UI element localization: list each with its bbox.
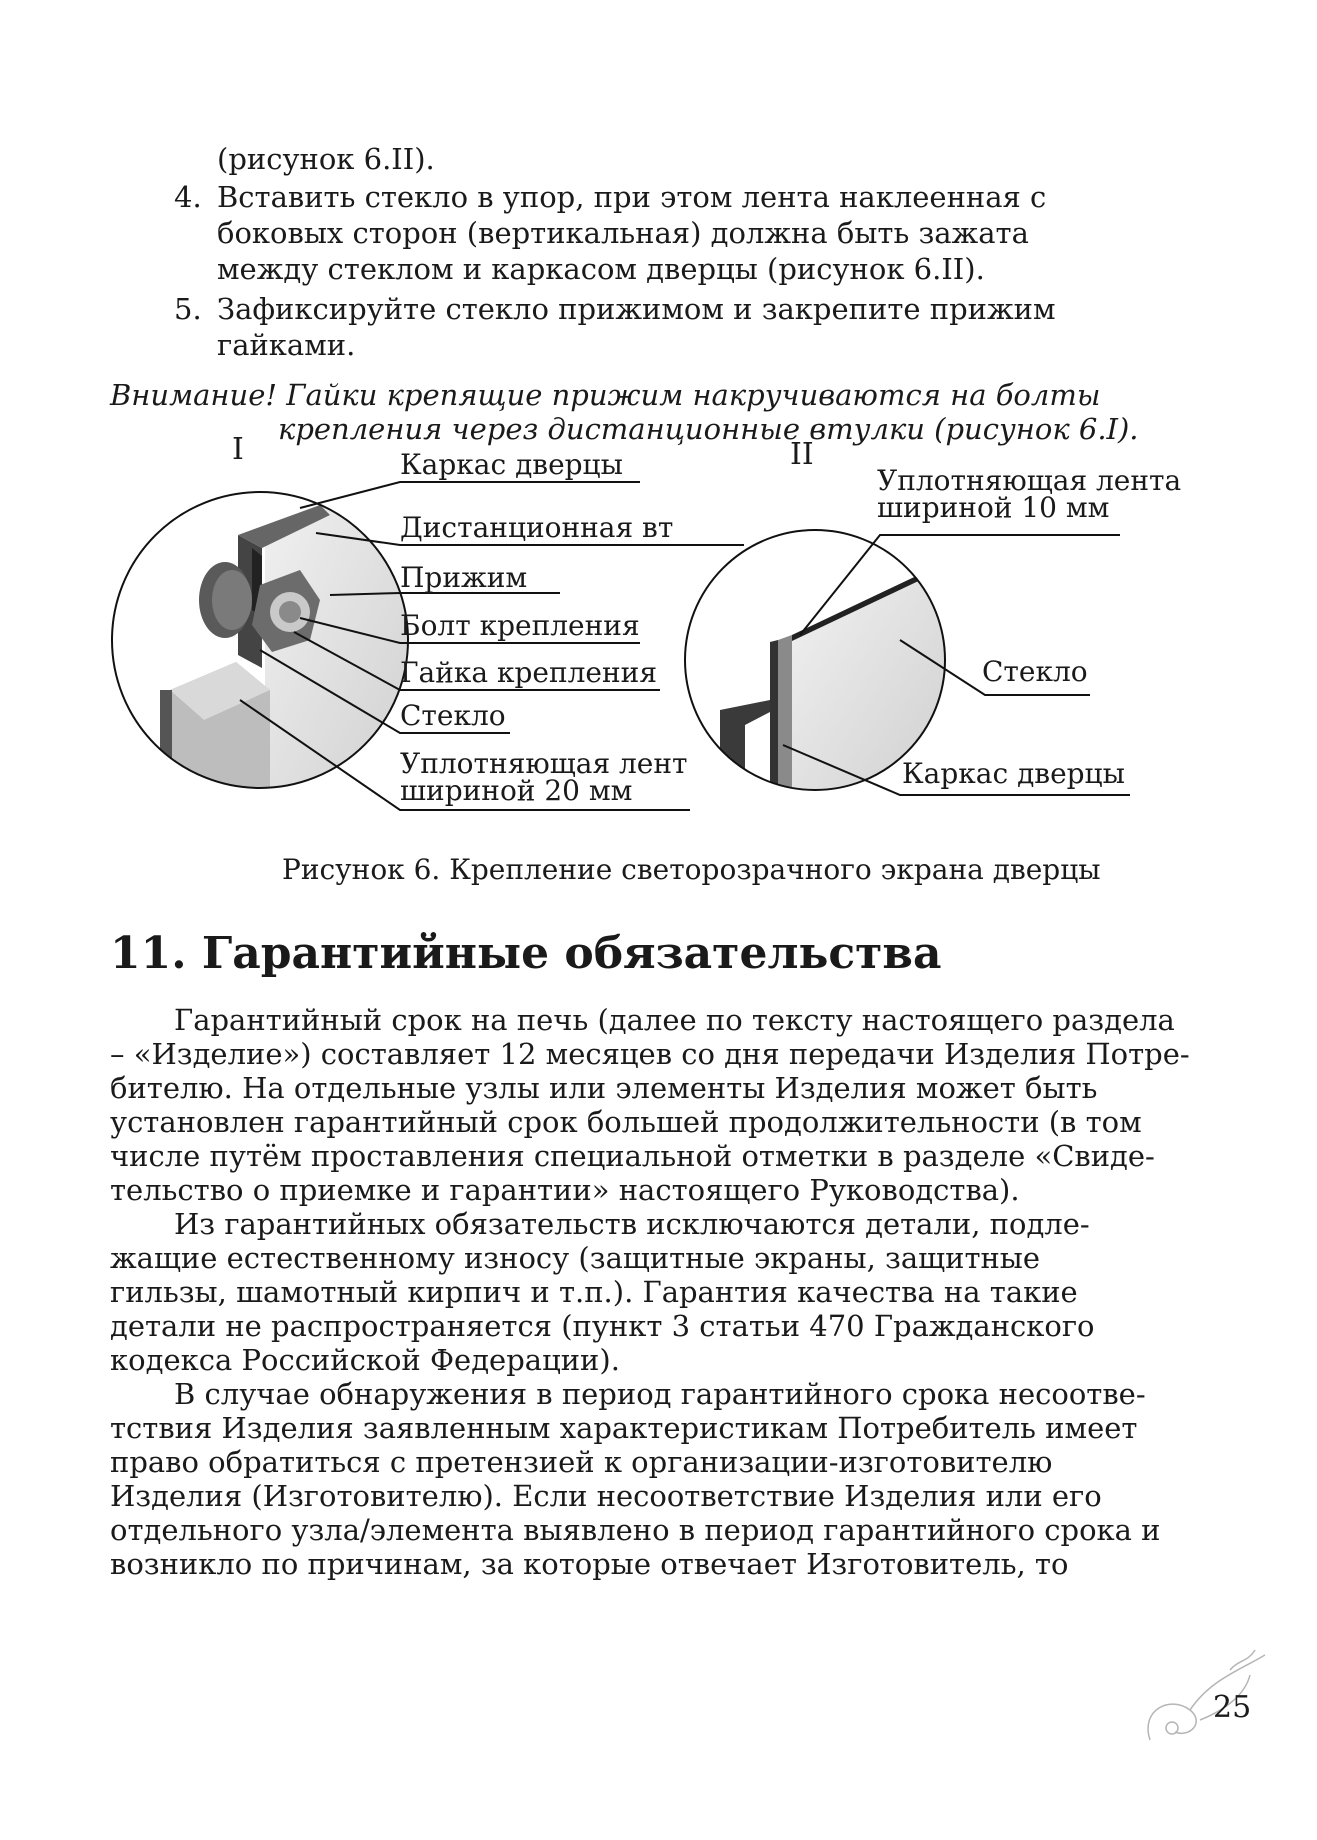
list-item-line: Вставить стекло в упор, при этом лента наклеенная с [217,180,1047,214]
paragraph-line: право обратиться с претензией к организации-изготовителю [110,1445,1053,1479]
callout-label: Прижим [400,561,528,594]
callout-label: Каркас дверцы [400,448,623,481]
paragraph-line: числе путём проставления специальной отметки в разделе «Свиде- [110,1139,1155,1173]
figure-caption: Рисунок 6. Крепление светорозрачного экрана дверцы [282,853,1101,886]
paragraph-line: – «Изделие») составляет 12 месяцев со дня передачи Изделия Потре- [110,1037,1190,1071]
list-continuation: (рисунок 6.II). [217,142,435,176]
panel-label: I [232,432,244,467]
paragraph-line: Из гарантийных обязательств исключаются детали, подле- [174,1207,1090,1241]
ornament-swirl-icon [1130,1640,1280,1760]
paragraph-line: Гарантийный срок на печь (далее по тексту настоящего раздела [174,1003,1175,1037]
paragraph-line: отдельного узла/элемента выявлено в период гарантийного срока и [110,1513,1161,1547]
paragraph-line: тельство о приемке и гарантии» настоящего Руководства). [110,1173,1020,1207]
callout-label: Стекло [982,655,1088,688]
list-item-line: Зафиксируйте стекло прижимом и закрепите прижим [217,292,1056,326]
panel-label: II [790,437,814,472]
paragraph-line: тствия Изделия заявленным характеристикам Потребитель имеет [110,1411,1138,1445]
section-heading: 11. Гарантийные обязательства [110,928,942,979]
attention-note: крепления через дистанционные втулки (рисунок 6.I). [278,412,1139,446]
paragraph-line: жащие естественному износу (защитные экраны, защитные [110,1241,1041,1275]
callout-label: шириной 10 мм [877,491,1110,524]
paragraph-line: Изделия (Изготовителю). Если несоответствие Изделия или его [110,1479,1102,1513]
callout-label: Каркас дверцы [902,757,1125,790]
list-item-line: между стеклом и каркасом дверцы (рисунок 6.II). [217,252,985,286]
attention-note: Внимание! Гайки крепящие прижим накручиваются на болты [110,378,1101,412]
callout-label: Уплотняющая лент [400,747,688,780]
paragraph-line: возникло по причинам, за которые отвечает Изготовитель, то [110,1547,1069,1581]
page-number: 25 [1213,1690,1252,1725]
paragraph-line: установлен гарантийный срок большей продолжительности (в том [110,1105,1142,1139]
callout-label: Болт крепления [400,609,640,642]
paragraph-line: бителю. На отдельные узлы или элементы Изделия может быть [110,1071,1098,1105]
list-item-line: гайками. [217,328,356,362]
callout-label: шириной 20 мм [400,774,633,807]
list-item-number: 5. [174,292,202,326]
figure-illustration [0,0,1317,860]
paragraph-line: детали не распространяется (пункт 3 статьи 470 Гражданского [110,1309,1095,1343]
callout-label: Гайка крепления [400,656,657,689]
list-item-line: боковых сторон (вертикальная) должна быть зажата [217,216,1029,250]
callout-label: Стекло [400,699,506,732]
paragraph-line: гильзы, шамотный кирпич и т.п.). Гарантия качества на такие [110,1275,1078,1309]
list-item-number: 4. [174,180,202,214]
callout-label: Дистанционная вт [400,511,674,544]
paragraph-line: кодекса Российской Федерации). [110,1343,620,1377]
paragraph-line: В случае обнаружения в период гарантийного срока несоотве- [174,1377,1146,1411]
callout-label: Уплотняющая лента [877,464,1182,497]
